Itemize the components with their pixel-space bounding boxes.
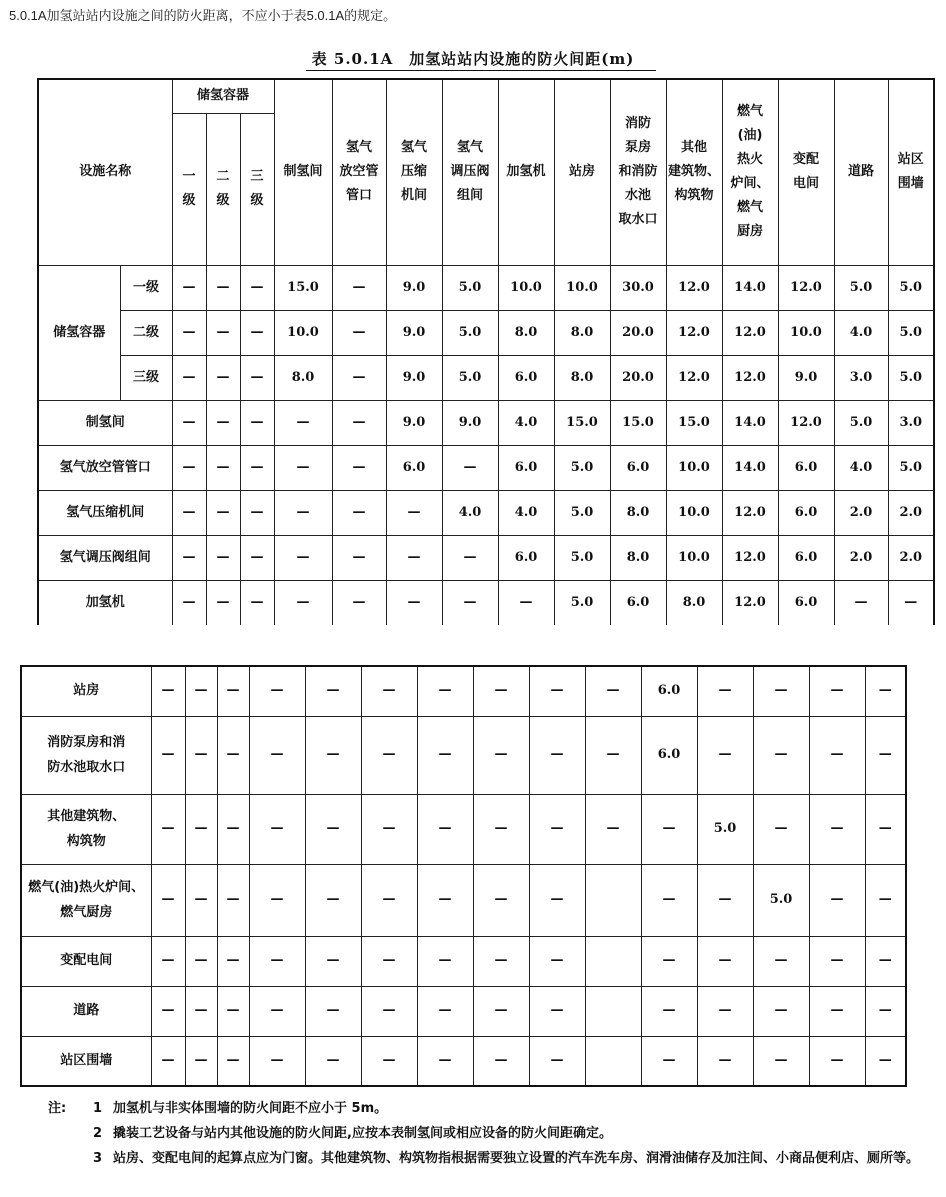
table-cell: — <box>417 864 473 936</box>
table-cell: — <box>185 716 217 794</box>
table-cell: 4.0 <box>498 490 554 535</box>
table-cell: 6.0 <box>778 535 834 580</box>
table-row <box>21 864 906 936</box>
note-number: 1 <box>93 1101 103 1116</box>
table-cell: 9.0 <box>386 265 442 310</box>
table-cell: 5.0 <box>834 400 888 445</box>
header-col: 燃气 (油) 热火 炉间、 燃气 厨房 <box>722 79 778 265</box>
table-cell: — <box>217 794 249 864</box>
table-cell: 15.0 <box>610 400 666 445</box>
table-cell: — <box>172 445 206 490</box>
header-col: 氢气 调压阀 组间 <box>442 79 498 265</box>
table-cell: — <box>865 936 906 986</box>
table-cell: — <box>417 1036 473 1086</box>
table-cell: 5.0 <box>834 265 888 310</box>
row-label: 变配电间 <box>21 936 151 986</box>
table-cell: — <box>641 794 697 864</box>
table-cell: 10.0 <box>666 445 722 490</box>
table-cell: — <box>361 1036 417 1086</box>
table-row <box>38 535 934 580</box>
table-cell: — <box>206 400 240 445</box>
table-row <box>21 986 906 1036</box>
table-cell: 8.0 <box>610 490 666 535</box>
table-cell: 12.0 <box>722 355 778 400</box>
table-cell: 9.0 <box>386 355 442 400</box>
table-cell: — <box>151 716 185 794</box>
table-cell: 12.0 <box>722 535 778 580</box>
table-cell: — <box>529 666 585 716</box>
table-cell: — <box>185 1036 217 1086</box>
note-item <box>48 1121 938 1146</box>
table-cell: — <box>386 535 442 580</box>
header-grade: 二 级 <box>206 113 240 265</box>
header-grade: 三 级 <box>240 113 274 265</box>
table-cell: 6.0 <box>386 445 442 490</box>
row-label: 三级 <box>120 355 172 400</box>
table-cell: — <box>206 490 240 535</box>
table-cell: — <box>240 400 274 445</box>
table-cell: 12.0 <box>722 490 778 535</box>
table-cell: 20.0 <box>610 355 666 400</box>
table-cell: — <box>240 535 274 580</box>
table-cell: 6.0 <box>641 666 697 716</box>
table-cell: 20.0 <box>610 310 666 355</box>
table-cell: — <box>172 490 206 535</box>
table-cell: — <box>585 794 641 864</box>
row-label: 加氢机 <box>38 580 172 625</box>
table-cell: — <box>151 794 185 864</box>
header-col: 制氢间 <box>274 79 332 265</box>
table-cell: 9.0 <box>778 355 834 400</box>
table-cell: 8.0 <box>610 535 666 580</box>
row-label: 燃气(油)热火炉间、 燃气厨房 <box>21 864 151 936</box>
table-cell: — <box>809 1036 865 1086</box>
table-cell: 5.0 <box>554 445 610 490</box>
table-cell: 5.0 <box>554 535 610 580</box>
table-cell: 8.0 <box>666 580 722 625</box>
table-cell: — <box>332 265 386 310</box>
table-cell: — <box>172 355 206 400</box>
table-cell: 6.0 <box>610 445 666 490</box>
table-cell: — <box>417 794 473 864</box>
row-label: 氢气放空管管口 <box>38 445 172 490</box>
table-cell: — <box>361 716 417 794</box>
header-col: 其他 建筑物、 构筑物 <box>666 79 722 265</box>
table-cell: — <box>865 864 906 936</box>
table-cell: 2.0 <box>834 535 888 580</box>
table-cell: — <box>172 580 206 625</box>
table-cell: — <box>249 794 305 864</box>
table-row <box>38 355 934 400</box>
table-row <box>21 666 906 716</box>
row-label: 站房 <box>21 666 151 716</box>
table-title-underline <box>306 70 656 71</box>
table-cell: — <box>217 1036 249 1086</box>
table-cell: — <box>809 864 865 936</box>
header-grade: 一 级 <box>172 113 206 265</box>
row-label: 氢气压缩机间 <box>38 490 172 535</box>
table-cell: — <box>529 1036 585 1086</box>
table-cell <box>585 1036 641 1086</box>
table-cell: 10.0 <box>274 310 332 355</box>
header-col: 加氢机 <box>498 79 554 265</box>
table-cell: — <box>417 986 473 1036</box>
header-facility-name: 设施名称 <box>38 79 172 265</box>
table-cell: 9.0 <box>386 310 442 355</box>
table-cell: — <box>240 265 274 310</box>
table-cell: — <box>151 666 185 716</box>
table-cell: 5.0 <box>888 445 934 490</box>
table-cell: — <box>529 936 585 986</box>
table-cell: 6.0 <box>610 580 666 625</box>
table-cell: 12.0 <box>722 580 778 625</box>
table-cell: 5.0 <box>554 580 610 625</box>
header-col: 氢气 压缩 机间 <box>386 79 442 265</box>
table-row <box>21 716 906 794</box>
table-cell: — <box>529 986 585 1036</box>
table-cell: — <box>332 355 386 400</box>
table-cell: — <box>753 1036 809 1086</box>
table-cell: — <box>361 666 417 716</box>
table-row <box>38 490 934 535</box>
table-cell: — <box>809 936 865 986</box>
table-title: 表 5.0.1A 加氢站站内设施的防火间距(m) <box>311 50 635 68</box>
table-cell: — <box>361 986 417 1036</box>
table-cell: 8.0 <box>274 355 332 400</box>
row-label: 一级 <box>120 265 172 310</box>
table-cell: — <box>240 580 274 625</box>
table-cell: — <box>697 936 753 986</box>
table-cell: 2.0 <box>888 490 934 535</box>
table-cell: — <box>217 716 249 794</box>
table-cell: — <box>697 1036 753 1086</box>
table-cell: — <box>361 936 417 986</box>
table-cell: — <box>332 400 386 445</box>
table-cell: — <box>473 1036 529 1086</box>
table-cell: — <box>417 936 473 986</box>
table-cell: — <box>386 490 442 535</box>
note-text: 站房、变配电间的起算点应为门窗。其他建筑物、构筑物指根据需要独立设置的汽车洗车房、润滑油储存及加注间、小商品便利店、厕所等。 <box>113 1151 920 1166</box>
table-cell: 12.0 <box>666 265 722 310</box>
table-cell: — <box>151 1036 185 1086</box>
table-cell: 30.0 <box>610 265 666 310</box>
table-cell: — <box>332 490 386 535</box>
table-cell: — <box>206 580 240 625</box>
table-cell: 6.0 <box>778 445 834 490</box>
table-cell: 10.0 <box>554 265 610 310</box>
spacing-table-part1 <box>37 78 935 625</box>
spacing-table-part2 <box>20 665 907 1087</box>
table-cell: — <box>809 666 865 716</box>
header-col: 站区 围墙 <box>888 79 934 265</box>
table-cell: — <box>417 716 473 794</box>
table-cell: 6.0 <box>498 535 554 580</box>
table-cell: — <box>585 666 641 716</box>
table-cell: — <box>217 864 249 936</box>
table-cell: — <box>240 355 274 400</box>
table-cell: — <box>151 864 185 936</box>
table-cell: — <box>305 864 361 936</box>
table-cell: — <box>585 716 641 794</box>
table-cell: — <box>240 445 274 490</box>
table-cell <box>585 936 641 986</box>
table-cell: — <box>249 864 305 936</box>
table-cell: 12.0 <box>722 310 778 355</box>
table-cell: — <box>697 666 753 716</box>
table-row <box>38 445 934 490</box>
table-cell: 12.0 <box>666 310 722 355</box>
table-row <box>38 400 934 445</box>
table-cell: 4.0 <box>834 310 888 355</box>
table-cell <box>585 864 641 936</box>
table-cell: — <box>240 310 274 355</box>
table-cell: — <box>809 716 865 794</box>
table-cell: 10.0 <box>666 490 722 535</box>
table-cell: — <box>865 1036 906 1086</box>
table-cell: — <box>172 535 206 580</box>
table-cell: 2.0 <box>888 535 934 580</box>
row-label: 其他建筑物、 构筑物 <box>21 794 151 864</box>
table-cell: 8.0 <box>554 355 610 400</box>
table-cell: — <box>361 794 417 864</box>
table-cell: — <box>529 864 585 936</box>
table-cell: 10.0 <box>666 535 722 580</box>
table-cell: 5.0 <box>888 265 934 310</box>
table-cell: 9.0 <box>442 400 498 445</box>
table-cell: — <box>151 986 185 1036</box>
table-cell: — <box>217 666 249 716</box>
table-cell: 15.0 <box>666 400 722 445</box>
table-cell: 8.0 <box>498 310 554 355</box>
table-cell: 14.0 <box>722 400 778 445</box>
table-cell: 10.0 <box>778 310 834 355</box>
table-cell: — <box>249 986 305 1036</box>
table-cell: — <box>305 936 361 986</box>
table-cell: 4.0 <box>834 445 888 490</box>
table-cell: — <box>386 580 442 625</box>
table-row <box>38 580 934 625</box>
table-cell: — <box>332 445 386 490</box>
table-cell: — <box>249 936 305 986</box>
table-cell: — <box>697 716 753 794</box>
table-cell: — <box>498 580 554 625</box>
table-cell: — <box>865 986 906 1036</box>
table-cell: — <box>274 445 332 490</box>
table-cell: — <box>217 936 249 986</box>
table-cell: — <box>206 265 240 310</box>
table-cell: 2.0 <box>834 490 888 535</box>
row-label: 氢气调压阀组间 <box>38 535 172 580</box>
note-text: 加氢机与非实体围墙的防火间距不应小于 5m。 <box>113 1101 388 1116</box>
table-cell: — <box>206 535 240 580</box>
table-cell: — <box>473 864 529 936</box>
table-cell: 15.0 <box>274 265 332 310</box>
table-row <box>21 936 906 986</box>
table-cell: — <box>240 490 274 535</box>
table-cell: — <box>274 535 332 580</box>
table-cell: — <box>529 794 585 864</box>
table-cell: — <box>332 535 386 580</box>
table-cell: 10.0 <box>498 265 554 310</box>
table-cell: — <box>185 986 217 1036</box>
row-group-label: 储氢容器 <box>38 265 120 400</box>
notes <box>48 1096 938 1171</box>
table-cell: — <box>305 986 361 1036</box>
table-cell: 14.0 <box>722 265 778 310</box>
table-cell: — <box>753 794 809 864</box>
table-cell: — <box>185 666 217 716</box>
table-cell: — <box>809 794 865 864</box>
table-cell: — <box>305 716 361 794</box>
row-label: 二级 <box>120 310 172 355</box>
row-label: 站区围墙 <box>21 1036 151 1086</box>
table-cell: — <box>473 986 529 1036</box>
table-row <box>38 265 934 310</box>
table-cell: 14.0 <box>722 445 778 490</box>
table-cell: — <box>305 1036 361 1086</box>
table-cell: — <box>206 310 240 355</box>
table-cell: 4.0 <box>498 400 554 445</box>
table-cell: — <box>249 666 305 716</box>
note-number: 3 <box>93 1151 103 1166</box>
table-cell: — <box>305 666 361 716</box>
header-col: 氢气 放空管 管口 <box>332 79 386 265</box>
table-cell: — <box>249 1036 305 1086</box>
table-cell: 5.0 <box>888 310 934 355</box>
table-cell: 5.0 <box>442 355 498 400</box>
row-label: 道路 <box>21 986 151 1036</box>
table-cell: — <box>834 580 888 625</box>
table-cell: 6.0 <box>641 716 697 794</box>
header-col: 道路 <box>834 79 888 265</box>
table-cell: 5.0 <box>442 310 498 355</box>
table-cell: 9.0 <box>386 400 442 445</box>
table-cell: — <box>641 864 697 936</box>
row-label: 消防泵房和消 防水池取水口 <box>21 716 151 794</box>
table-cell: — <box>172 310 206 355</box>
table-cell: — <box>172 265 206 310</box>
table-cell: — <box>249 716 305 794</box>
table-cell: 8.0 <box>554 310 610 355</box>
table-cell: — <box>641 1036 697 1086</box>
table-cell: — <box>185 794 217 864</box>
notes-head <box>48 1121 93 1146</box>
intro-text: 5.0.1A加氢站站内设施之间的防火距离，不应小于表5.0.1A的规定。 <box>9 8 397 23</box>
table-cell: — <box>442 580 498 625</box>
table-cell: 3.0 <box>834 355 888 400</box>
table-cell: — <box>206 445 240 490</box>
table-cell: — <box>185 936 217 986</box>
table-cell: — <box>172 400 206 445</box>
table-cell: 3.0 <box>888 400 934 445</box>
table-cell: 6.0 <box>498 355 554 400</box>
note-text: 撬装工艺设备与站内其他设施的防火间距,应按本表制氢间或相应设备的防火间距确定。 <box>113 1126 612 1141</box>
table-cell: 5.0 <box>442 265 498 310</box>
table-cell: — <box>753 936 809 986</box>
table-cell: — <box>417 666 473 716</box>
table-cell: 5.0 <box>554 490 610 535</box>
table-cell: — <box>641 986 697 1036</box>
table-cell: — <box>332 580 386 625</box>
table-cell: — <box>305 794 361 864</box>
table-cell: 12.0 <box>778 265 834 310</box>
notes-head: 注: <box>48 1101 67 1116</box>
table-cell: — <box>753 716 809 794</box>
header-col: 消防 泵房 和消防 水池 取水口 <box>610 79 666 265</box>
table-cell: — <box>641 936 697 986</box>
table-cell: — <box>473 936 529 986</box>
table-cell: 15.0 <box>554 400 610 445</box>
table-row <box>21 1036 906 1086</box>
table-cell: — <box>697 864 753 936</box>
table-cell: 6.0 <box>498 445 554 490</box>
header-col: 变配 电间 <box>778 79 834 265</box>
table-cell: — <box>753 986 809 1036</box>
table-cell: — <box>888 580 934 625</box>
table-cell: — <box>332 310 386 355</box>
table-cell: — <box>206 355 240 400</box>
table-cell: — <box>529 716 585 794</box>
table-cell: — <box>274 490 332 535</box>
table-row <box>38 310 934 355</box>
table-cell: — <box>809 986 865 1036</box>
table-cell: 12.0 <box>778 400 834 445</box>
notes-head <box>48 1146 93 1171</box>
table-cell: 5.0 <box>697 794 753 864</box>
table-cell: — <box>151 936 185 986</box>
table-cell: 5.0 <box>888 355 934 400</box>
table-cell: — <box>442 535 498 580</box>
table-cell: 6.0 <box>778 490 834 535</box>
note-item <box>48 1096 938 1121</box>
note-number: 2 <box>93 1126 103 1141</box>
table-cell: — <box>753 666 809 716</box>
table-cell: 6.0 <box>778 580 834 625</box>
table-cell: — <box>473 794 529 864</box>
table-cell: — <box>865 794 906 864</box>
table-cell: — <box>865 716 906 794</box>
table-cell: — <box>442 445 498 490</box>
table-cell: — <box>274 580 332 625</box>
header-storage-group: 储氢容器 <box>172 79 274 113</box>
table-cell: — <box>865 666 906 716</box>
row-label: 制氢间 <box>38 400 172 445</box>
table-cell <box>585 986 641 1036</box>
table-cell: — <box>473 666 529 716</box>
table-row <box>21 794 906 864</box>
table-cell: — <box>697 986 753 1036</box>
header-col: 站房 <box>554 79 610 265</box>
table-cell: — <box>473 716 529 794</box>
table-cell: — <box>217 986 249 1036</box>
table-cell: 5.0 <box>753 864 809 936</box>
table-cell: — <box>274 400 332 445</box>
note-item <box>48 1146 938 1171</box>
table-cell: — <box>361 864 417 936</box>
table-cell: 12.0 <box>666 355 722 400</box>
table-cell: 4.0 <box>442 490 498 535</box>
table-cell: — <box>185 864 217 936</box>
